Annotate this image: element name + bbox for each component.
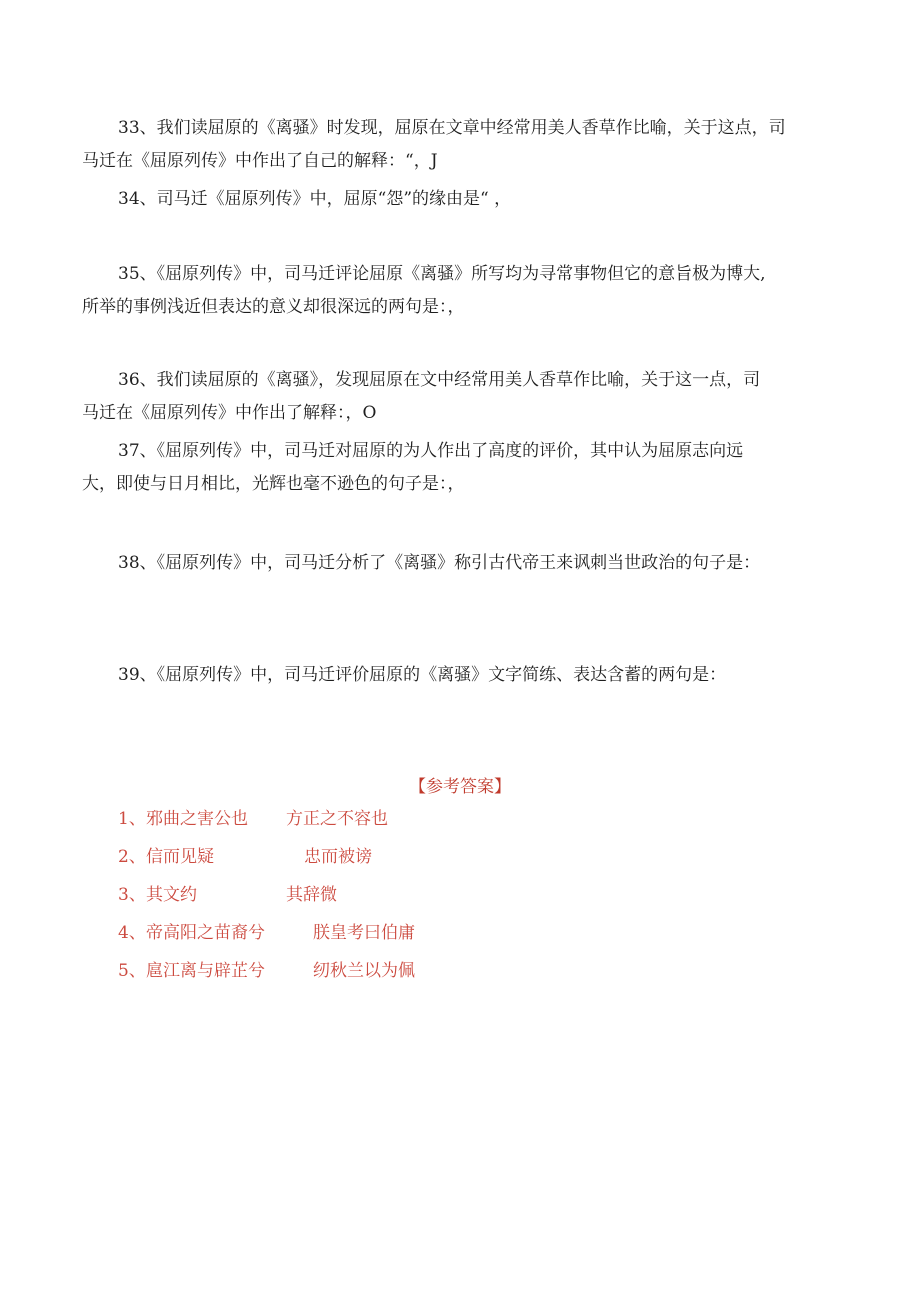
question-line: 34、司马迁《屈原列传》中，屈原“怨”的缘由是“ ， <box>118 189 512 209</box>
question-line: 马迁在《屈原列传》中作出了自己的解释：“，J <box>82 151 438 171</box>
question-line: 35、《屈原列传》中，司马迁评论屈原《离骚》所写均为寻常事物但它的意旨极为博大, <box>118 264 766 284</box>
answer-list <box>118 804 415 994</box>
question-36 <box>82 364 842 430</box>
answer-number: 5、 <box>118 961 146 981</box>
question-line: 马迁在《屈原列传》中作出了解释：，O <box>82 403 377 423</box>
question-33 <box>82 112 842 178</box>
question-39 <box>82 659 842 692</box>
question-line: 所举的事例浅近但表达的意义却很深远的两句是：， <box>82 297 465 317</box>
answer-first-half: 帝高阳之苗裔兮 <box>146 923 265 943</box>
answer-number: 1、 <box>118 809 146 829</box>
question-line: 大，即使与日月相比，光辉也毫不逊色的句子是：， <box>82 474 465 494</box>
answer-number: 3、 <box>118 885 146 905</box>
question-line: 39、《屈原列传》中，司马迁评价屈原的《离骚》文字简练、表达含蓄的两句是： <box>118 665 727 685</box>
answer-second-half: 方正之不容也 <box>286 809 388 829</box>
question-line: 37、《屈原列传》中，司马迁对屈原的为人作出了高度的评价，其中认为屈原志向远 <box>118 441 744 461</box>
answer-item <box>118 956 415 994</box>
answers-title: 【参考答案】 <box>409 777 511 797</box>
question-34 <box>82 183 842 216</box>
answer-second-half: 纫秋兰以为佩 <box>313 961 415 981</box>
answer-item <box>118 842 372 880</box>
question-line: 38、《屈原列传》中，司马迁分析了《离骚》称引古代帝王来讽刺当世政治的句子是： <box>118 553 761 573</box>
answer-number: 2、 <box>118 847 146 867</box>
answer-first-half: 扈江离与辟芷兮 <box>146 961 265 981</box>
answer-second-half: 其辞微 <box>286 885 337 905</box>
question-35 <box>82 258 842 324</box>
answer-second-half: 朕皇考曰伯庸 <box>313 923 415 943</box>
question-38 <box>82 547 842 580</box>
answer-first-half: 信而见疑 <box>146 847 214 867</box>
answer-item <box>118 804 388 842</box>
question-line: 36、我们读屈原的《离骚》，发现屈原在文中经常用美人香草作比喻，关于这一点，司 <box>118 370 761 390</box>
answer-first-half: 其文约 <box>146 885 197 905</box>
answer-number: 4、 <box>118 923 146 943</box>
answer-item <box>118 918 415 956</box>
answer-second-half: 忠而被谤 <box>304 847 372 867</box>
answer-first-half: 邪曲之害公也 <box>146 809 248 829</box>
question-37 <box>82 435 842 501</box>
question-line: 33、我们读屈原的《离骚》时发现，屈原在文章中经常用美人香草作比喻，关于这点，司 <box>118 118 786 138</box>
answer-item <box>118 880 337 918</box>
